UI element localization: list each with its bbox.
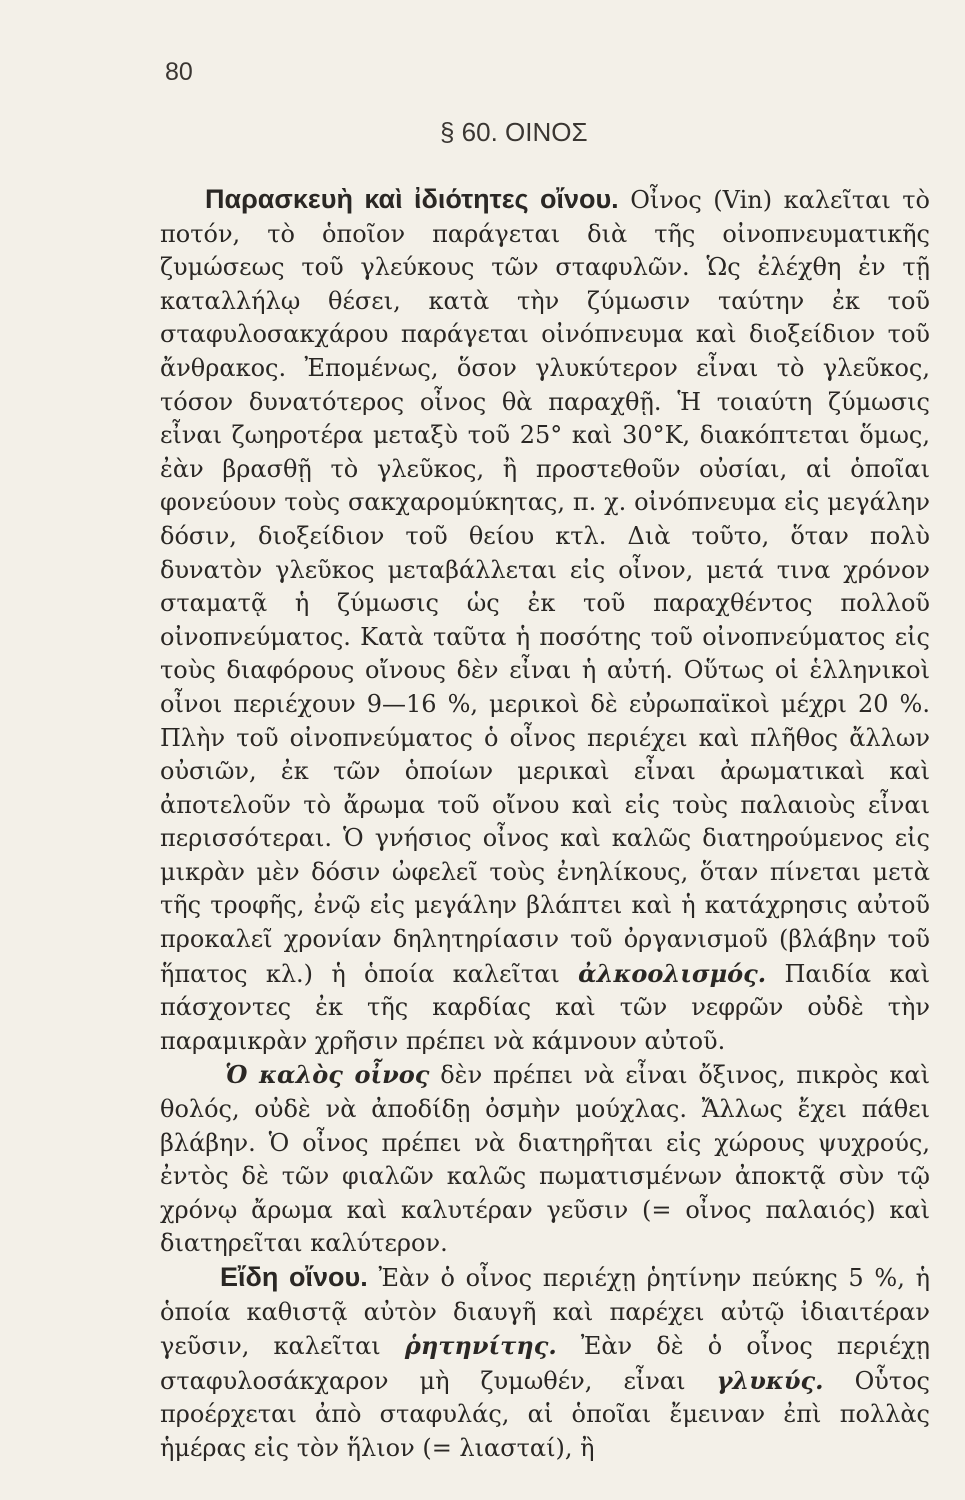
section-title: § 60. ΟΙΝΟΣ	[440, 117, 588, 147]
term-sweet: γλυκύς.	[716, 1365, 824, 1395]
term-good-wine: Ὁ καλὸς οἶνος	[225, 1060, 430, 1090]
body-text	[160, 183, 930, 1466]
paragraph-text: δὲν πρέπει νὰ εἶναι ὄξινος, πικρὸς καὶ θολός, οὐδὲ νὰ ἀποδίδῃ ὀσμὴν μούχλας. Ἄλλως ἔχει πάθει βλάβην. Ὁ οἶνος πρέπει νὰ διατηρῆται εἰς χώρους ψυχρούς, ἐντὸς δὲ τῶν φιαλῶν καλῶς πωματισμένων ἀποκτᾷ σὺν τῷ χρόνῳ ἄρωμα καὶ καλυτέραν γεῦσιν (= οἶνος παλαιός) καὶ διατηρεῖται καλύτερον.	[160, 1061, 930, 1258]
term-alcoholism: ἀλκοολισμός.	[578, 958, 767, 988]
paragraph-good-wine	[160, 1058, 930, 1261]
paragraph-text: Οὗτος προέρχεται ἀπὸ σταφυλάς, αἱ ὁποῖαι ἔμειναν ἐπὶ πολλὰς ἡμέρας εἰς τὸν ἥλιον (= λιασταί), ἢ	[160, 1366, 930, 1462]
paragraph-wine-types	[160, 1261, 930, 1466]
paragraph-text: Οἶνος (Vin) καλεῖται τὸ ποτόν, τὸ ὁποῖον παράγεται διὰ τῆς οἰνοπνευματικῆς ζυμώσεως τοῦ γλεύκους τῶν σταφυλῶν. Ὡς ἐλέχθη ἐν τῇ καταλλήλῳ θέσει, κατὰ τὴν ζύμωσιν ταύτην ἐκ τοῦ σταφυλοσακχάρου παράγεται οἰνόπνευμα καὶ διοξείδιον τοῦ ἄνθρακος. Ἐπομένως, ὅσον γλυκύτερον εἶναι τὸ γλεῦκος, τόσον δυνατότερος οἶνος θὰ παραχθῇ. Ἡ τοιαύτη ζύμωσις εἶναι ζωηροτέρα μεταξὺ τοῦ 25° καὶ 30°Κ, διακόπτεται ὅμως, ἐὰν βρασθῇ τὸ γλεῦκος, ἢ προστεθοῦν οὐσίαι, αἱ ὁποῖαι φονεύουν τοὺς σακχαρομύκητας, π. χ. οἰνόπνευμα εἰς μεγάλην δόσιν, διοξείδιον τοῦ θείου κτλ. Διὰ τοῦτο, ὅταν πολὺ δυνατὸν γλεῦκος μεταβάλλεται εἰς οἶνον, μετά τινα χρόνον σταματᾷ ἡ ζύμωσις ὡς ἐκ τοῦ παραχθέντος πολλοῦ οἰνοπνεύματος. Κατὰ ταῦτα ἡ ποσότης τοῦ οἰνοπνεύματος εἰς τοὺς διαφόρους οἴνους δὲν εἶναι ἡ αὐτή. Οὕτως οἱ ἑλληνικοὶ οἶνοι περιέχουν 9—16 %, μερικοὶ δὲ εὐρωπαϊκοὶ μέχρι 20 %. Πλὴν τοῦ οἰνοπνεύματος ὁ οἶνος περιέχει καὶ πλῆθος ἄλλων οὐσιῶν, ἐκ τῶν ὁποίων μερικαὶ εἶναι ἀρωματικαὶ καὶ ἀποτελοῦν τὸ ἄρωμα τοῦ οἴνου καὶ εἰς τοὺς παλαιοὺς εἶναι περισσότεραι. Ὁ γνήσιος οἶνος καὶ καλῶς διατηρούμενος εἰς μικρὰν μὲν δόσιν ὠφελεῖ τοὺς ἐνηλίκους, ὅταν πίνεται μετὰ τῆς τροφῆς, ἐνῷ εἰς μεγάλην βλάπτει καὶ ἡ κατάχρησις αὐτοῦ προκαλεῖ χρονίαν δηλητηρίασιν τοῦ ὀργανισμοῦ (βλάβην τοῦ ἥπατος κλ.) ἡ ὁποία καλεῖται	[160, 186, 931, 988]
paragraph-text: Παιδία καὶ πάσχοντες ἐκ τῆς καρδίας καὶ τῶν νεφρῶν οὐδὲ τὴν παραμικρὰν χρῆσιν πρέπει νὰ κάμνουν αὐτοῦ.	[160, 959, 930, 1055]
page-number: 80	[165, 58, 193, 86]
paragraph-preparation	[160, 183, 930, 1058]
paragraph-heading: Εἴδη οἴνου.	[220, 1262, 368, 1292]
paragraph-text: Ἐὰν ὁ οἶνος περιέχῃ ῥητίνην πεύκης 5 %, ἡ ὁποία καθιστᾷ αὐτὸν διαυγῆ καὶ παρέχει αὐτῷ ἰδιαιτέραν γεῦσιν, καλεῖται	[160, 1264, 930, 1361]
term-retsina: ῥητηνίτης.	[404, 1331, 557, 1361]
paragraph-text: Ἐὰν δὲ ὁ οἶνος περιέχῃ σταφυλοσάκχαρον μὴ ζυμωθέν, εἶναι	[160, 1332, 930, 1395]
paragraph-heading: Παρασκευὴ καὶ ἰδιότητες οἴνου.	[205, 184, 619, 214]
